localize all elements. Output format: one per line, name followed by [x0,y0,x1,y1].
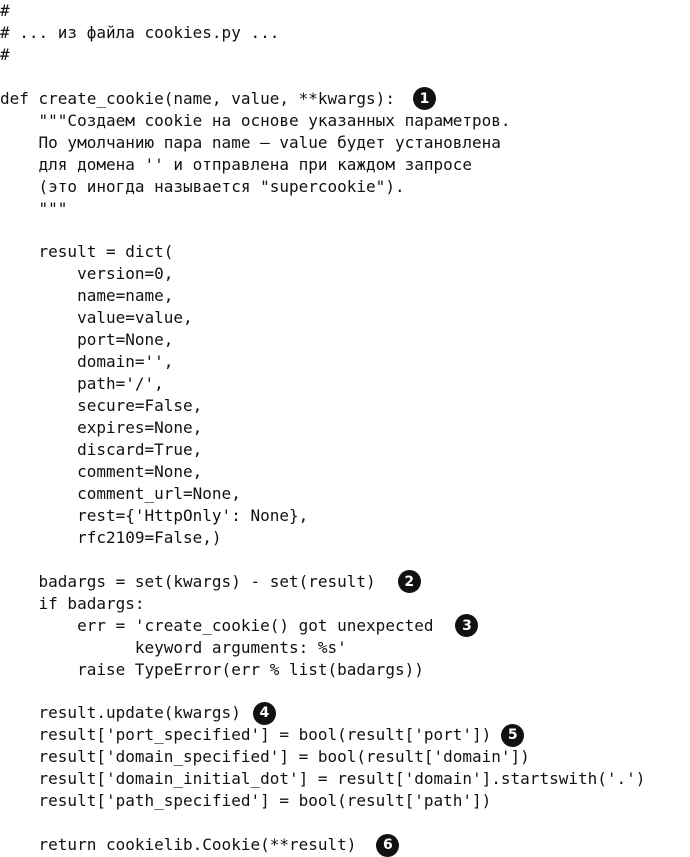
code-line [0,22,279,44]
code-text: discard=True, [0,440,203,459]
code-text: err = 'create_cookie() got unexpected [0,615,434,635]
code-line [0,263,173,285]
code-text: result['port_specified'] = bool(result['port']) [0,725,492,745]
code-text: domain='', [0,352,174,372]
code-line [0,88,436,110]
code-text: raise TypeError(err % list(badargs)) [0,659,424,679]
callout-number-badge: 3 [455,614,478,637]
code-line [0,593,145,615]
code-text: def create_cookie(name, value, **kwargs): [0,88,395,108]
code-line [0,198,67,220]
code-text: result['domain_initial_dot'] = result['domain'].startswith('.') [0,769,646,789]
code-text: value=value, [0,308,193,328]
code-text: comment=None, [0,461,203,481]
code-text: version=0, [0,264,174,284]
code-text: """ [0,198,68,218]
code-line [0,505,308,527]
code-line [0,417,202,439]
code-line [0,307,193,329]
code-text: if badargs: [0,593,145,613]
code-line [0,527,222,549]
code-text: По умолчанию пара name – value будет установлена [0,132,501,152]
code-line [0,373,164,395]
code-line [0,395,202,417]
callout-number-badge: 6 [376,834,399,857]
code-line [0,110,511,132]
code-text: # ... из файла cookies.py ... [0,22,280,42]
code-text: # [0,44,10,64]
callout-number-badge: 4 [253,702,276,725]
code-line [0,44,10,66]
code-text: expires=None, [0,418,203,438]
code-line [0,329,173,351]
code-line [0,241,173,263]
code-line [0,768,645,790]
code-line [0,724,524,746]
callout-number-badge: 2 [398,570,421,593]
callout-number-badge: 5 [501,724,524,747]
code-line [0,659,424,681]
code-text: result['domain_specified'] = bool(result['domain']) [0,747,530,767]
code-text: rest={'HttpOnly': None}, [0,505,309,525]
code-line [0,439,202,461]
code-line [0,154,472,176]
code-text: (это иногда называется "supercookie"). [0,176,405,196]
code-text: comment_url=None, [0,483,241,503]
code-text: return cookielib.Cookie(**result) [0,835,357,855]
code-text: path='/', [0,374,164,394]
code-line [0,637,347,659]
code-line [0,702,276,724]
code-line [0,176,405,198]
code-text: secure=False, [0,396,203,416]
code-line [0,461,202,483]
code-text: # [0,1,10,20]
code-line [0,132,501,154]
code-text: badargs = set(kwargs) - set(result) [0,571,376,591]
code-text: port=None, [0,330,174,350]
code-text: """Создаем cookie на основе указанных параметров. [0,110,511,130]
code-line [0,746,530,768]
code-line [0,790,491,812]
code-text: keyword arguments: %s' [0,637,347,657]
callout-number-badge: 1 [413,87,436,110]
code-text: result = dict( [0,242,174,262]
code-line [0,285,173,307]
code-text: result.update(kwargs) [0,703,241,723]
code-text: для домена '' и отправлена при каждом запросе [0,154,473,174]
code-line [0,483,241,505]
code-text: rfc2109=False,) [0,527,222,547]
code-line [0,0,10,22]
code-line [0,615,478,637]
code-line [0,351,173,373]
code-line [0,571,421,593]
code-text: name=name, [0,286,174,306]
code-text: result['path_specified'] = bool(result['path']) [0,791,492,811]
